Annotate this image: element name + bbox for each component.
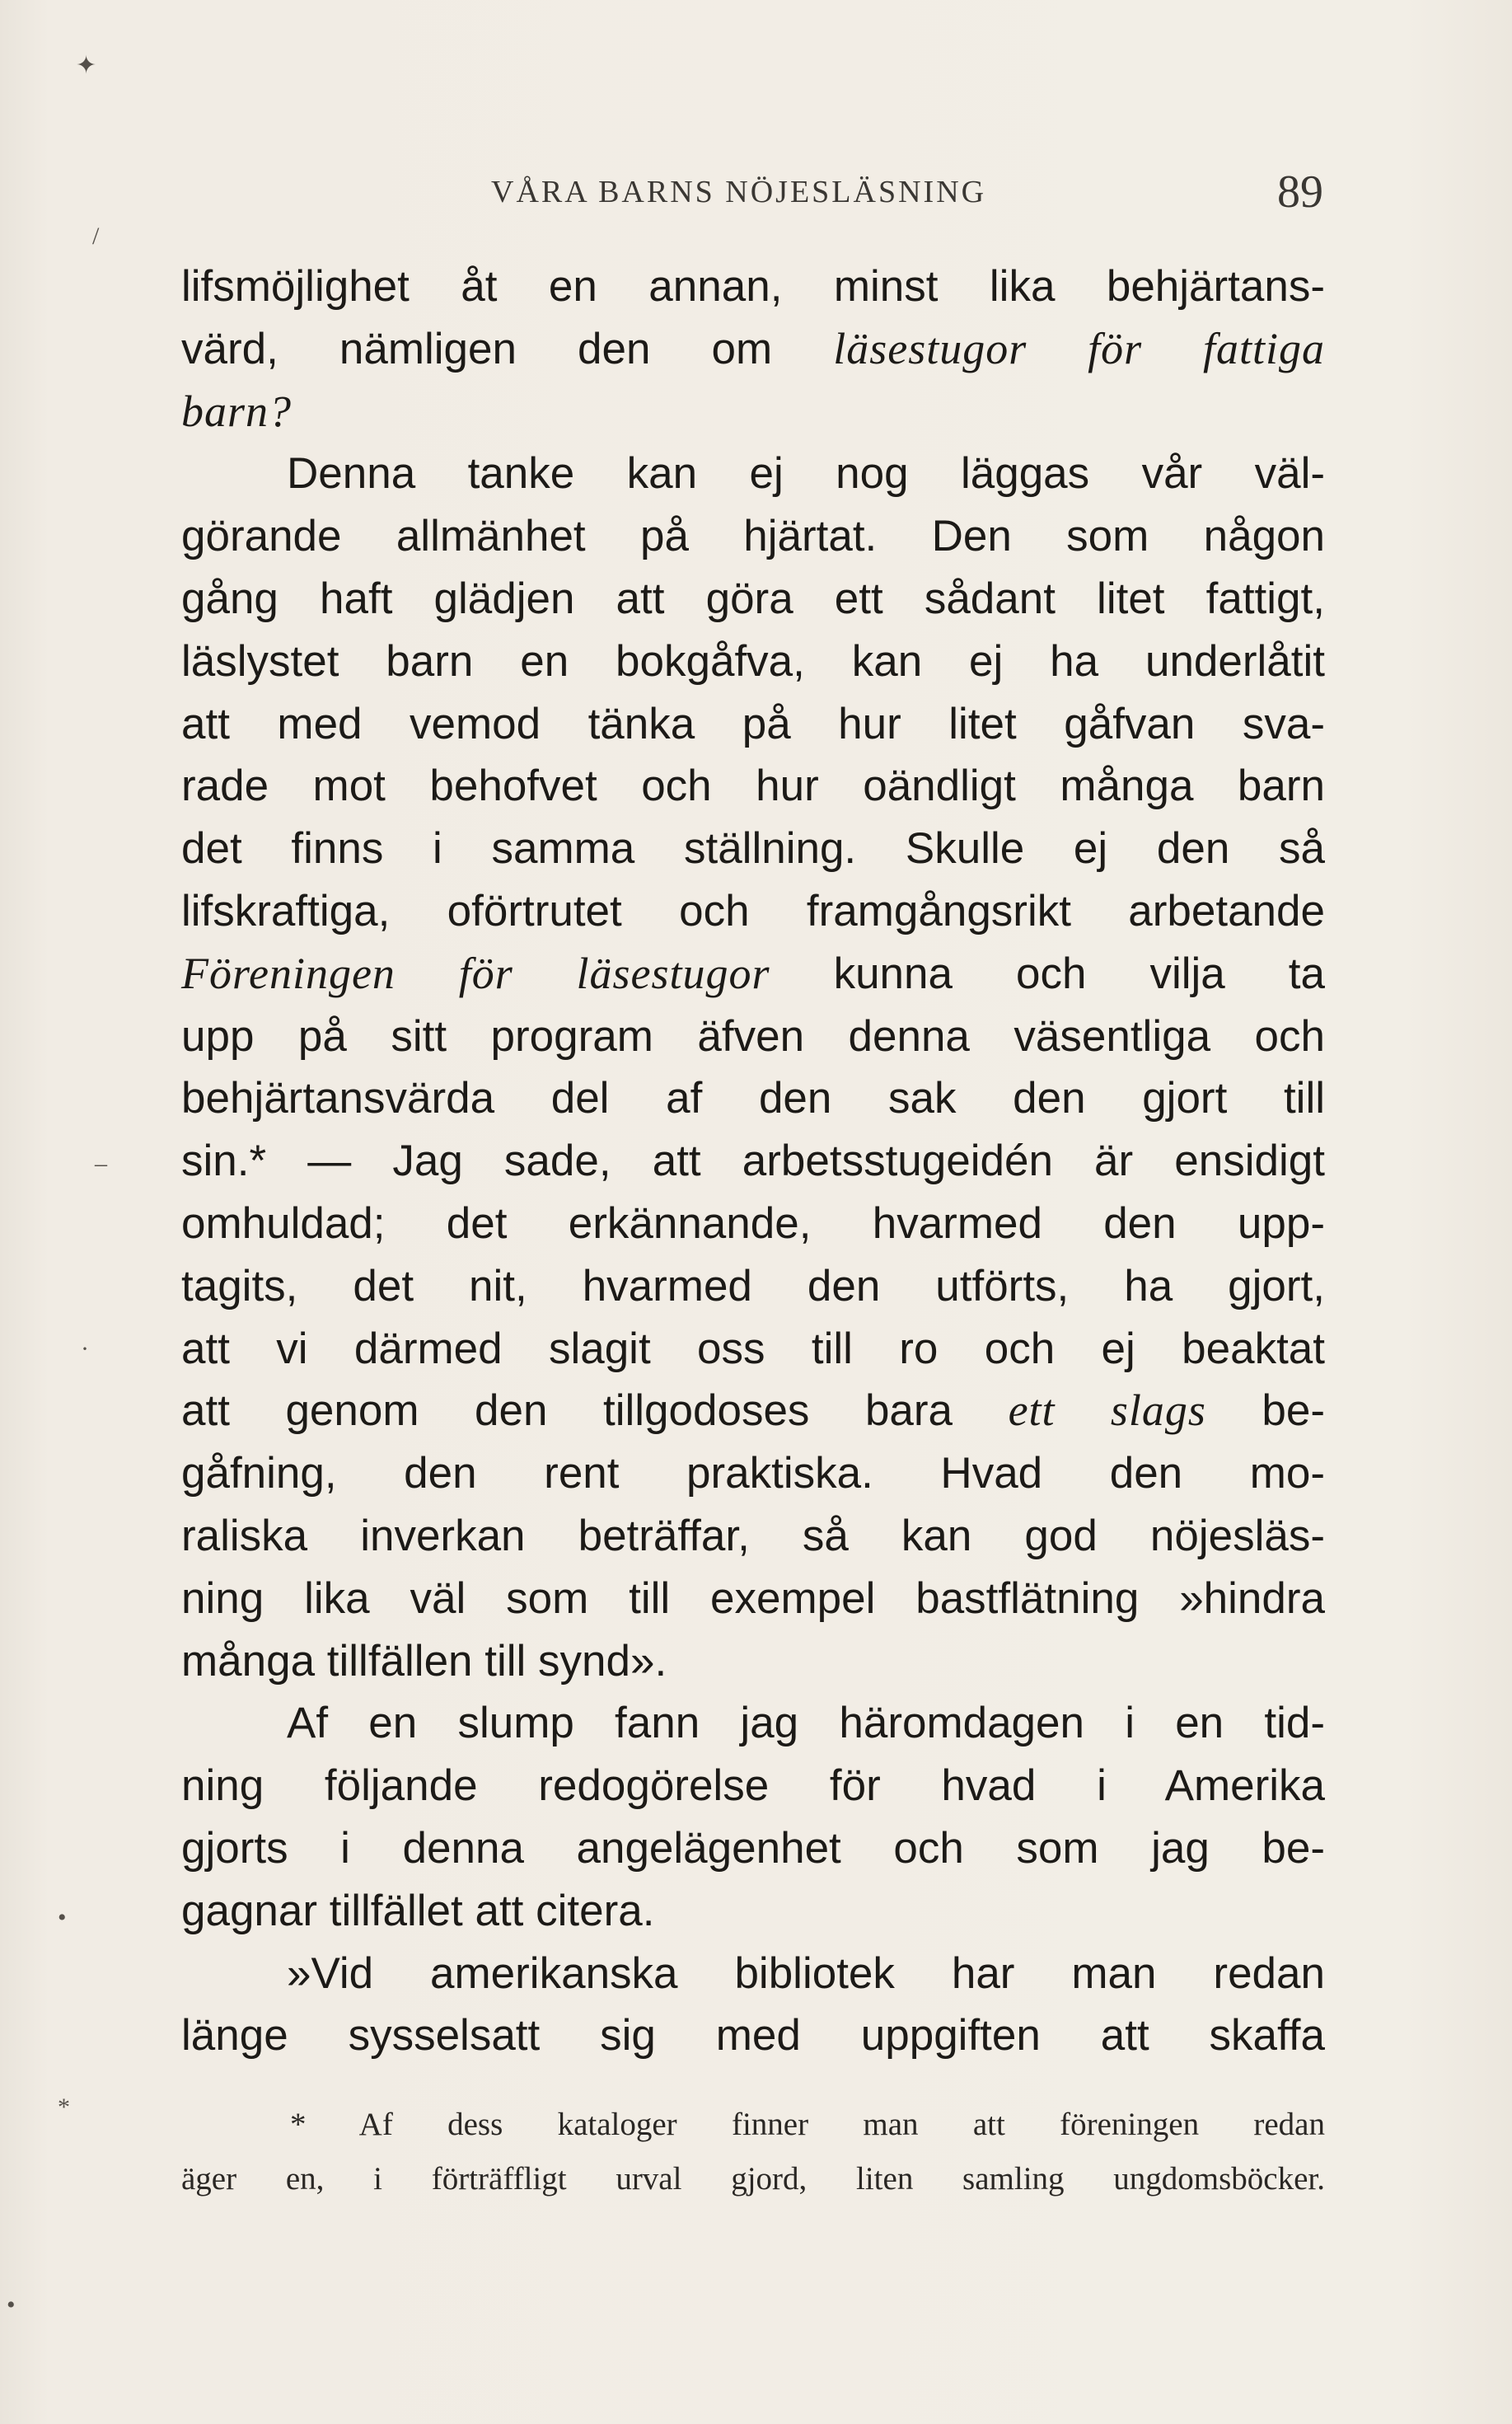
text-line: behjärtansvärda del af den sak den gjort till <box>181 1074 1325 1123</box>
text-line: gagnar tillfället att citera. <box>181 1886 655 1935</box>
margin-mark: · <box>81 1335 89 1362</box>
text-line: Af en slump fann jag häromdagen i en tid- <box>287 1699 1325 1748</box>
margin-mark: / <box>92 223 100 250</box>
text-line: länge sysselsatt sig med uppgiften att skaffa <box>181 2011 1325 2061</box>
margin-mark: * <box>58 2093 70 2121</box>
text-line: att med vemod tänka på hur litet gåfvan sva- <box>181 699 1325 748</box>
text-line: omhuldad; det erkännande, hvarmed den upp- <box>181 1198 1325 1248</box>
text-line: »Vid amerikanska bibliotek har man redan <box>287 1948 1325 1998</box>
running-title: VÅRA BARNS NÖJESLÄSNING <box>491 175 987 209</box>
text-line: gjorts i denna angelägenhet och som jag be- <box>181 1823 1325 1873</box>
margin-mark: • <box>58 1904 67 1931</box>
text-line: det finns i samma ställning. Skulle ej den så <box>181 824 1325 874</box>
text-line: ning lika väl som till exempel bastflätning »hindra <box>181 1573 1325 1623</box>
text-line: upp på sitt program äfven denna väsentliga och <box>181 1011 1325 1061</box>
text-line: lifsmöjlighet åt en annan, minst lika behjärtans- <box>181 262 1325 311</box>
footnote-line: äger en, i förträffligt urval gjord, liten samling ungdomsböcker. <box>181 2161 1325 2197</box>
text-line: sin.* — Jag sade, att arbetsstugeidén är ensidigt <box>181 1137 1325 1186</box>
text-line: gång haft glädjen att göra ett sådant litet fattigt, <box>181 574 1325 623</box>
footnote-line: * Af dess kataloger finner man att föreningen redan <box>290 2107 1325 2142</box>
italic-phrase: Föreningen för läsestugor <box>181 948 770 998</box>
text-line: Denna tanke kan ej nog läggas vår väl- <box>287 449 1325 499</box>
text-line: värd, nämligen den om läsestugor för fattiga <box>181 323 1325 373</box>
margin-mark: – <box>95 1150 107 1177</box>
footnote <box>181 2098 1325 2206</box>
italic-phrase: ett slags <box>1008 1385 1206 1436</box>
text-line: barn? <box>181 386 293 436</box>
text-line: rade mot behofvet och hur oändligt många barn <box>181 762 1325 811</box>
text-line: gåfning, den rent praktiska. Hvad den mo- <box>181 1449 1325 1498</box>
text-line: ning följande redogörelse för hvad i Amerika <box>181 1761 1325 1811</box>
text-line: att genom den tillgodoses bara ett slags be- <box>181 1385 1326 1436</box>
italic-phrase: läsestugor för fattiga <box>833 323 1325 373</box>
text-line: tagits, det nit, hvarmed den utförts, ha gjort, <box>181 1261 1325 1310</box>
margin-mark: • <box>7 2291 16 2319</box>
text-line: görande allmänhet på hjärtat. Den som någon <box>181 512 1325 561</box>
page-number: 89 <box>1277 166 1323 218</box>
text-line: många tillfällen till synd». <box>181 1636 667 1686</box>
text-line: läslystet barn en bokgåfva, kan ej ha underlåtit <box>181 636 1325 686</box>
margin-mark: ✦ <box>76 52 97 79</box>
running-head <box>491 166 1323 218</box>
text-line: Föreningen för läsestugor kunna och vilja ta <box>181 948 1325 998</box>
text-line: att vi därmed slagit oss till ro och ej beaktat <box>181 1324 1325 1373</box>
body-text <box>181 256 1325 2067</box>
text-line: raliska inverkan beträffar, så kan god nöjesläs- <box>181 1511 1325 1560</box>
text-line: lifskraftiga, oförtrutet och framgångsrikt arbetande <box>181 886 1325 935</box>
